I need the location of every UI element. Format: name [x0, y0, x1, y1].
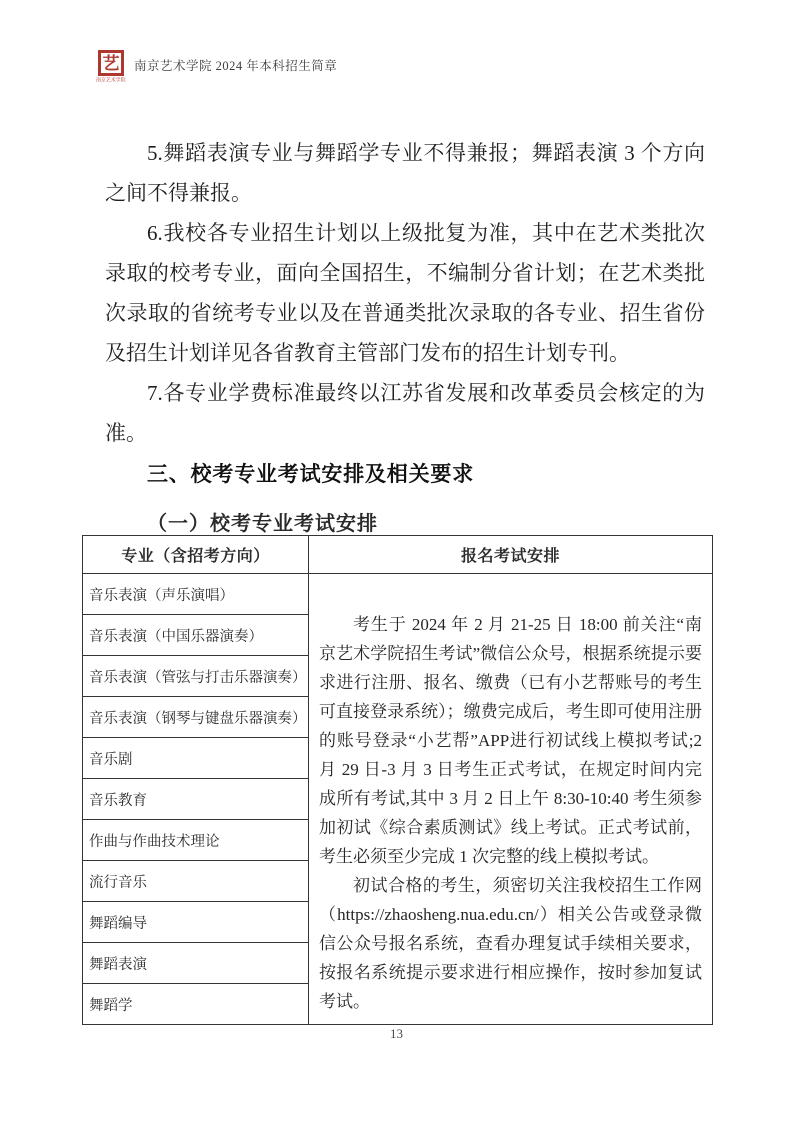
body-paragraph: 7.各专业学费标准最终以江苏省发展和改革委员会核定的为准。 [105, 381, 705, 445]
table-row [83, 574, 713, 615]
major-cell: 音乐剧 [83, 738, 309, 779]
body-paragraph: 5.舞蹈表演专业与舞蹈学专业不得兼报；舞蹈表演 3 个方向之间不得兼报。 [105, 141, 705, 205]
school-seal-icon [98, 50, 124, 76]
seal-caption: 南京艺术学院 [96, 78, 126, 83]
major-cell: 舞蹈表演 [83, 943, 309, 984]
major-cell: 作曲与作曲技术理论 [83, 820, 309, 861]
seal-glyph: 艺 [102, 53, 120, 73]
major-cell: 舞蹈学 [83, 984, 309, 1025]
subsection-heading: （一）校考专业考试安排 [147, 513, 378, 535]
section-heading: 三、校考专业考试安排及相关要求 [147, 463, 474, 486]
body-content [105, 133, 705, 544]
major-cell: 音乐表演（钢琴与键盘乐器演奏） [83, 697, 309, 738]
major-cell: 音乐教育 [83, 779, 309, 820]
arrangement-column-header: 报名考试安排 [309, 536, 713, 574]
major-cell: 流行音乐 [83, 861, 309, 902]
exam-schedule-table [82, 535, 713, 1025]
body-paragraph: 6.我校各专业招生计划以上级批复为准，其中在艺术类批次录取的校考专业，面向全国招生，不编制分省计划；在艺术类批次录取的省统考专业以及在普通类批次录取的各专业、招生省份及招生计划详见各省教育主管部门发布的招生计划专刊。 [105, 221, 705, 365]
arrangement-paragraph: 初试合格的考生，须密切关注我校招生工作网（https://zhaosheng.nua.edu.cn/）相关公告或登录微信公众号报名系统，查看办理复试手续相关要求，按报名系统提示要求进行相应操作，按时参加复试考试。 [319, 876, 702, 1011]
major-cell: 舞蹈编导 [83, 902, 309, 943]
major-cell: 音乐表演（中国乐器演奏） [83, 615, 309, 656]
arrangement-cell [309, 574, 713, 1025]
page-number: 13 [390, 1026, 403, 1041]
table-header-row [83, 536, 713, 574]
major-cell: 音乐表演（管弦与打击乐器演奏） [83, 656, 309, 697]
major-cell: 音乐表演（声乐演唱） [83, 574, 309, 615]
major-column-header: 专业（含招考方向） [83, 536, 309, 574]
arrangement-paragraph: 考生于 2024 年 2 月 21-25 日 18:00 前关注“南京艺术学院招生考试”微信公众号，根据系统提示要求进行注册、报名、缴费（已有小艺帮账号的考生可直接登录系统）；缴费完成后，考生即可使用注册的账号登录“小艺帮”APP进行初试线上模拟考试;2 月 29 日-3 月 3 日考生正式考试，在规定时间内完成所有考试,其中 3 月 2 日上午 8:30-10:40 考生须参加初试《综合素质测试》线上考试。正式考试前，考生必须至少完成 1 次完整的线上模拟考试。 [319, 615, 702, 866]
document-header-title: 南京艺术学院 2024 年本科招生简章 [134, 59, 338, 73]
